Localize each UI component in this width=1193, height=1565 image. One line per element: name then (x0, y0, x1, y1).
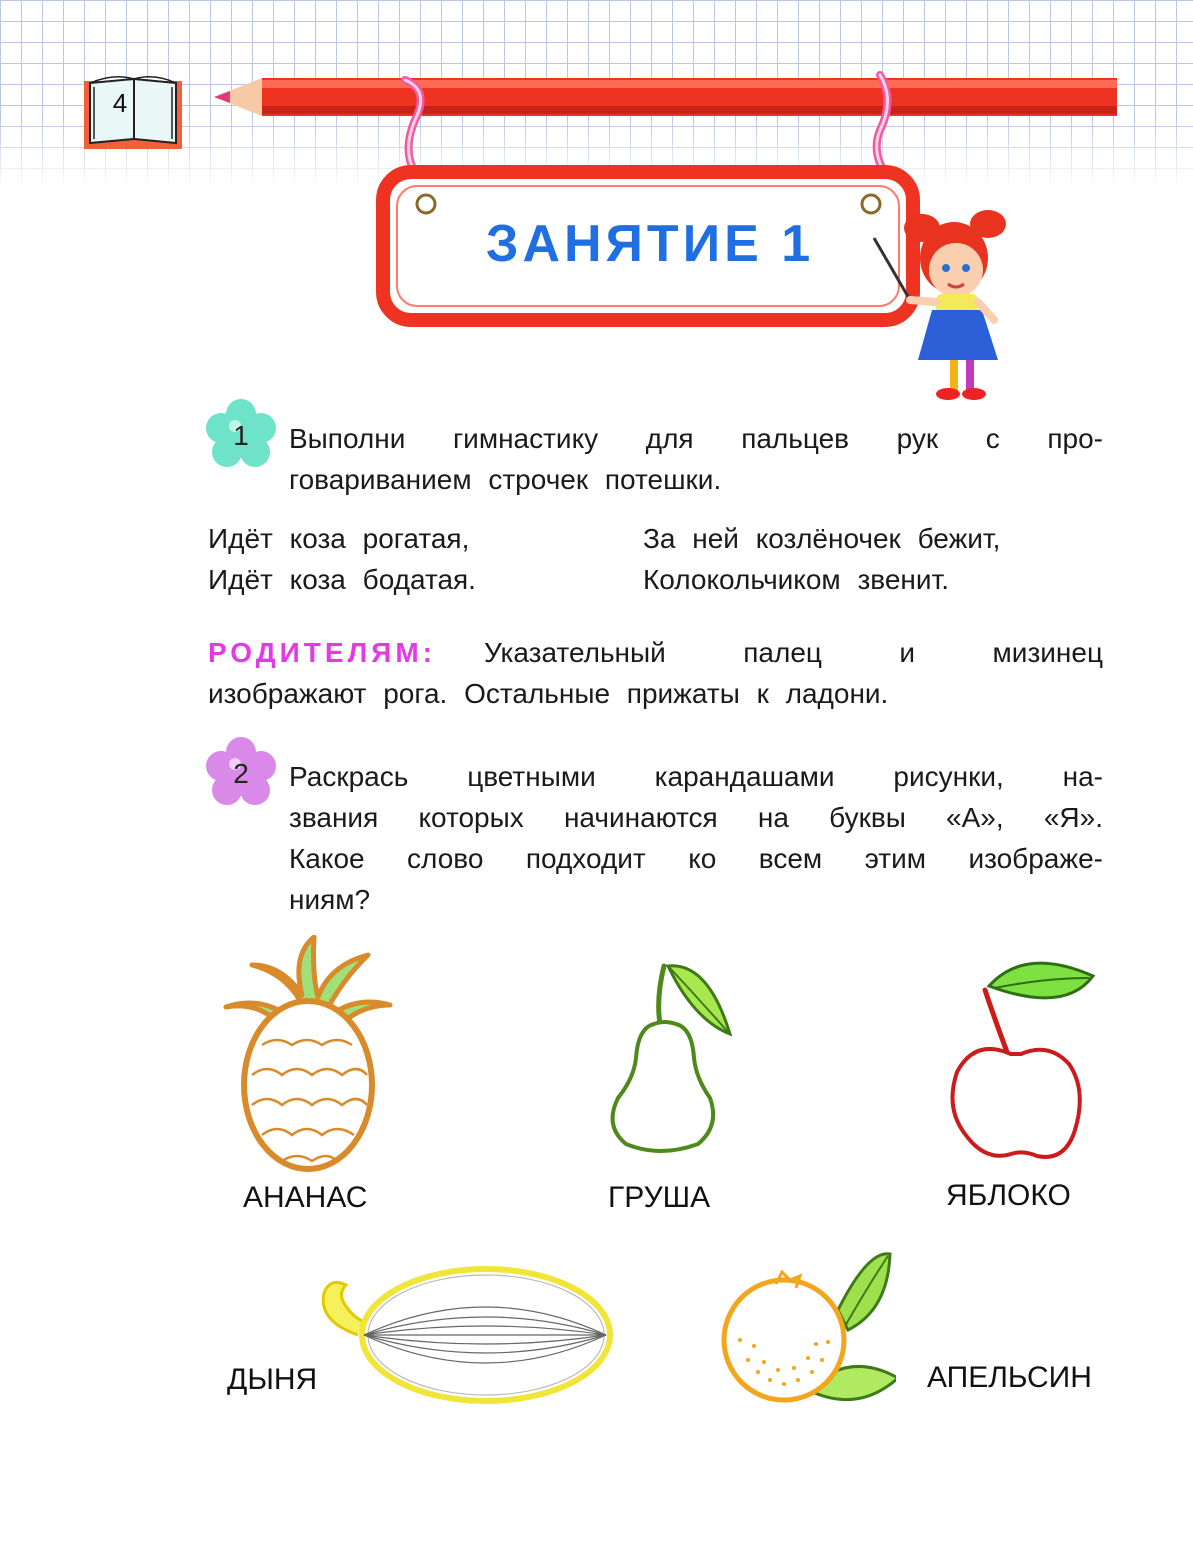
task-number: 2 (233, 758, 249, 789)
girl-teacher-illustration (870, 190, 1020, 410)
poem-line: Идёт коза бодатая. (208, 564, 476, 595)
apple-drawing[interactable] (945, 950, 1105, 1165)
task1-line: Выполни гимнастику для пальцев рук с про- (289, 423, 1103, 454)
parents-note-line (208, 632, 1103, 673)
poem-line: Колокольчиком звенит. (643, 564, 950, 595)
picture-label: ЯБЛОКО (946, 1179, 1071, 1212)
parents-text: Указательный палец и мизинец (484, 637, 1103, 668)
parents-text: изображают рога. Остальные прижаты к ладони. (208, 678, 889, 709)
melon-drawing[interactable] (318, 1265, 614, 1405)
task-number: 1 (233, 420, 249, 451)
book-icon (84, 73, 188, 149)
task2-line: Какое слово подходит ко всем этим изображе- (289, 843, 1103, 874)
picture-label: АПЕЛЬСИН (927, 1361, 1092, 1394)
task1-line: говариванием строчек потешки. (289, 464, 722, 495)
poem-line: Идёт коза рогатая, (208, 523, 470, 554)
task2-line: звания которых начинаются на буквы «А», «Я». (289, 802, 1103, 833)
lesson-sign (375, 60, 935, 335)
pear-drawing[interactable] (598, 958, 738, 1158)
parents-label: РОДИТЕЛЯМ: (208, 637, 436, 668)
picture-label: АНАНАС (243, 1181, 368, 1214)
pineapple-drawing[interactable] (222, 935, 394, 1175)
orange-drawing[interactable] (718, 1250, 896, 1410)
picture-label: ГРУША (608, 1181, 711, 1214)
lesson-title: ЗАНЯТИЕ 1 (485, 215, 815, 273)
poem-line: За ней козлёночек бежит, (643, 523, 1001, 554)
page-number: 4 (112, 88, 128, 118)
task2-line: ниям? (289, 884, 371, 915)
task2-line: Раскрась цветными карандашами рисунки, на- (289, 761, 1103, 792)
picture-label: ДЫНЯ (227, 1363, 318, 1396)
